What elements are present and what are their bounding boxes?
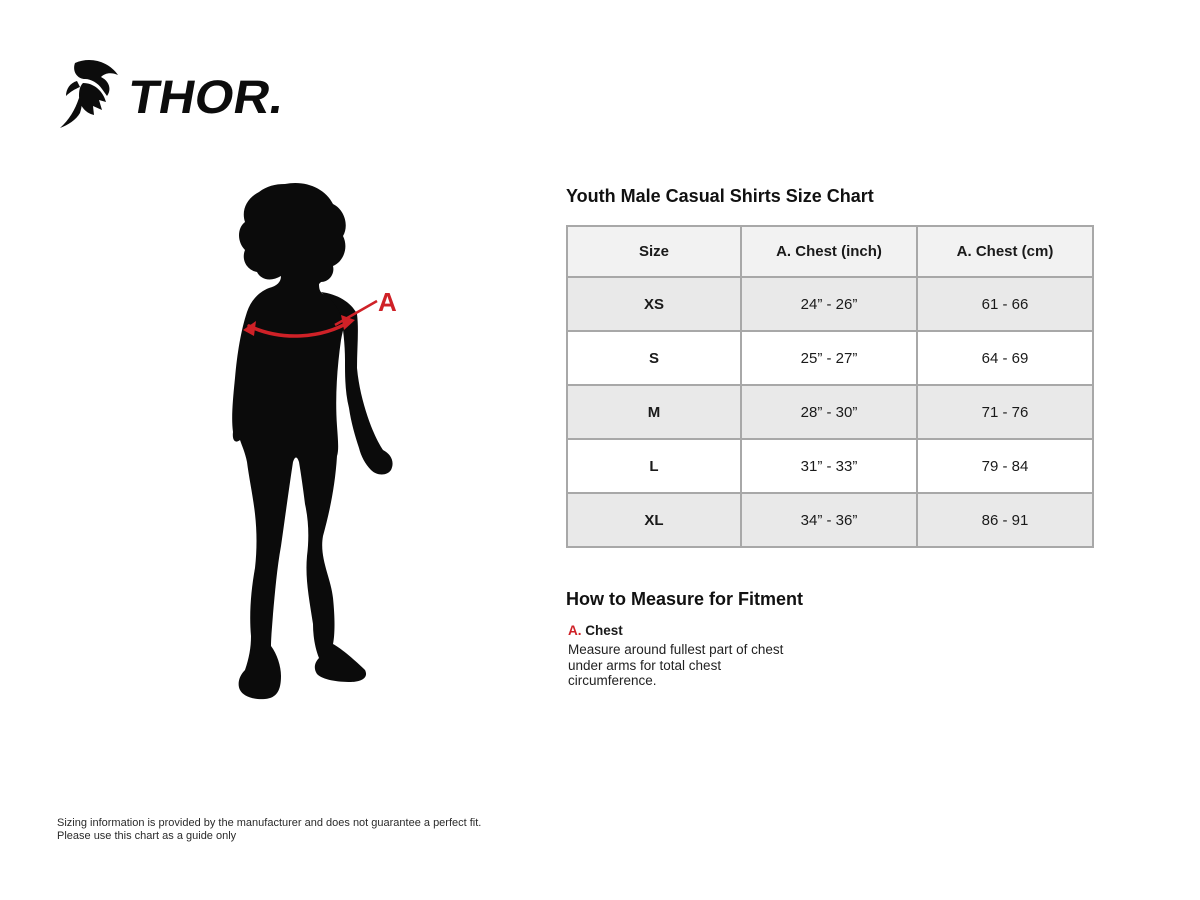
measure-key-label: Chest	[585, 623, 623, 638]
table-row-l	[567, 439, 1093, 493]
disclaimer-line-1: Sizing information is provided by the manufacturer and does not guarantee a perfect fit.	[57, 817, 482, 829]
column-header-chest-inch: A. Chest (inch)	[741, 226, 917, 277]
measure-item-heading	[568, 623, 818, 638]
size-cell: L	[567, 439, 741, 493]
size-cell: XS	[567, 277, 741, 331]
chest-cm-cell: 79 - 84	[917, 439, 1093, 493]
chest-inch-cell: 31” - 33”	[741, 439, 917, 493]
chest-cm-cell: 61 - 66	[917, 277, 1093, 331]
measure-item-chest	[568, 623, 818, 689]
youth-silhouette-figure	[185, 178, 445, 708]
disclaimer-text	[57, 817, 481, 843]
size-cell: S	[567, 331, 741, 385]
disclaimer-line-2: Please use this chart as a guide only	[57, 830, 237, 842]
column-header-size: Size	[567, 226, 741, 277]
table-row-xl	[567, 493, 1093, 547]
chest-cm-cell: 71 - 76	[917, 385, 1093, 439]
chest-inch-cell: 34” - 36”	[741, 493, 917, 547]
chest-inch-cell: 24” - 26”	[741, 277, 917, 331]
table-header-row	[567, 226, 1093, 277]
table-row-xs	[567, 277, 1093, 331]
chest-inch-cell: 28” - 30”	[741, 385, 917, 439]
how-to-measure-title: How to Measure for Fitment	[566, 589, 804, 609]
thor-ram-head-icon	[57, 57, 121, 129]
measure-item-description: Measure around fullest part of chest under arms for total chest circumference.	[568, 642, 784, 688]
chest-inch-cell: 25” - 27”	[741, 331, 917, 385]
table-row-m	[567, 385, 1093, 439]
size-chart-title: Youth Male Casual Shirts Size Chart	[566, 186, 874, 206]
chest-cm-cell: 86 - 91	[917, 493, 1093, 547]
chest-measure-label: A	[378, 287, 397, 317]
size-chart-table	[566, 225, 1094, 548]
column-header-chest-cm: A. Chest (cm)	[917, 226, 1093, 277]
chest-cm-cell: 64 - 69	[917, 331, 1093, 385]
size-cell: XL	[567, 493, 741, 547]
table-row-s	[567, 331, 1093, 385]
brand-wordmark: THOR.	[124, 70, 289, 123]
brand-logo	[57, 57, 289, 129]
youth-silhouette	[232, 183, 366, 699]
size-cell: M	[567, 385, 741, 439]
measure-key-letter: A.	[568, 623, 582, 638]
